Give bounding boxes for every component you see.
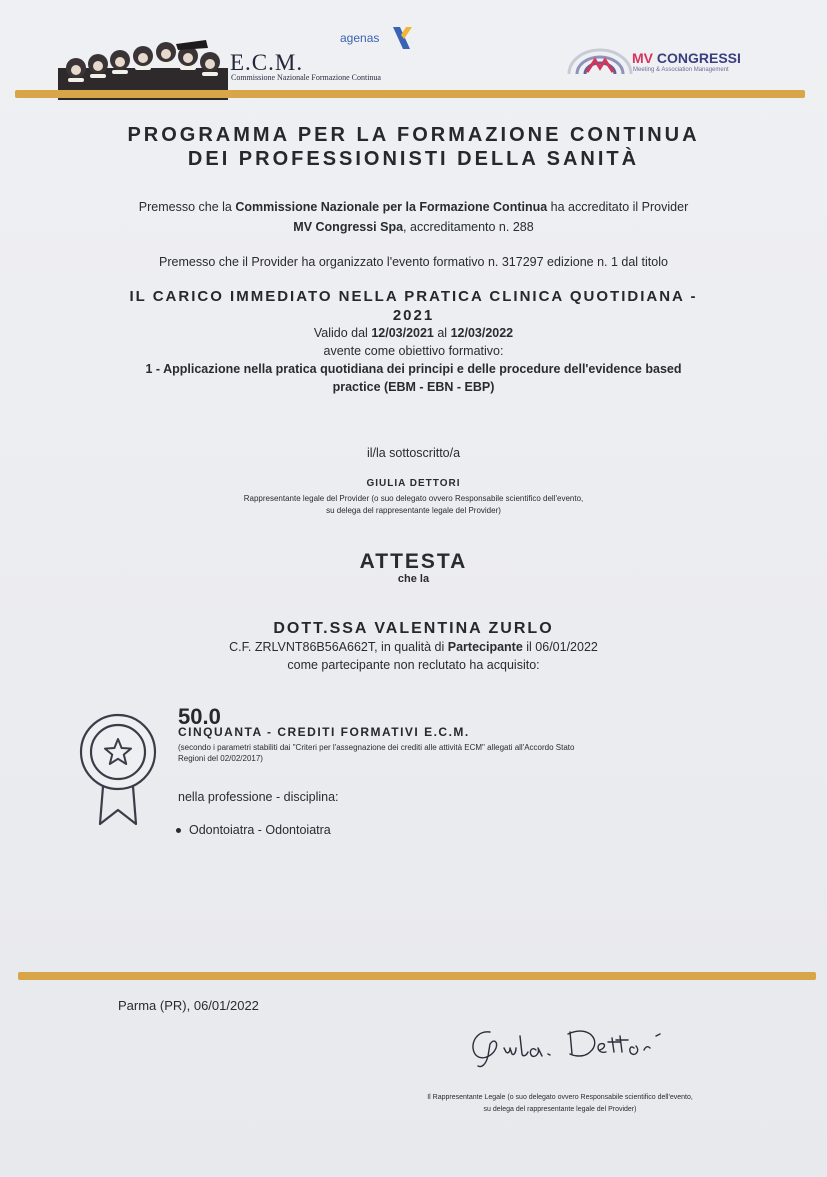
footer-note-line2: su delega del rappresentante legale del Provider) bbox=[483, 1106, 637, 1113]
agenas-logo-text: agenas bbox=[340, 31, 380, 45]
objective-line1: 1 - Applicazione nella pratica quotidiana dei principi e delle procedure dell'evidence based bbox=[145, 362, 682, 376]
objective-label: avente come obiettivo formativo: bbox=[323, 344, 504, 358]
commission-name: Commissione Nazionale per la Formazione Continua bbox=[235, 200, 548, 214]
signatory-role-line1: Rappresentante legale del Provider (o suo delegato ovvero Responsabile scientifico dell'evento, bbox=[243, 494, 584, 503]
top-divider bbox=[15, 90, 805, 98]
credits-number: 50.0 bbox=[178, 704, 221, 729]
mv-title-mv: MV bbox=[632, 50, 653, 66]
credits-note-line1: (secondo i parametri stabiliti dai "Criteri per l'assegnazione dei crediti alle attività ECM" allegati all'Accordo Stato bbox=[178, 743, 575, 752]
mv-congressi-title bbox=[632, 50, 741, 66]
ecm-title: E.C.M. bbox=[230, 50, 304, 75]
credits-note bbox=[178, 742, 738, 764]
participant-role: Partecipante bbox=[447, 640, 523, 654]
ecm-subtitle: Commissione Nazionale Formazione Continua bbox=[231, 73, 381, 82]
premise-event: Premesso che il Provider ha organizzato l'evento formativo n. 317297 edizione n. 1 dal titolo bbox=[159, 255, 668, 269]
mv-congressi-arena-icon bbox=[565, 42, 635, 76]
mv-congressi-subtitle: Meeting & Association Management bbox=[633, 67, 729, 73]
validity-text: al bbox=[433, 326, 451, 340]
participant-acquired: come partecipante non reclutato ha acquisito: bbox=[287, 658, 540, 672]
mv-title-congressi: CONGRESSI bbox=[653, 50, 741, 66]
valid-from-date: 12/03/2021 bbox=[371, 326, 434, 340]
profession-item bbox=[176, 823, 331, 837]
participant-name: DOTT.SSA VALENTINA ZURLO bbox=[273, 620, 554, 637]
program-title-line1: PROGRAMMA PER LA FORMAZIONE CONTINUA bbox=[127, 124, 700, 146]
profession-label: nella professione - disciplina: bbox=[178, 790, 339, 804]
provider-name: MV Congressi Spa bbox=[293, 220, 404, 234]
validity-text: Valido dal bbox=[313, 326, 372, 340]
event-title-line1: IL CARICO IMMEDIATO NELLA PRATICA CLINICA QUOTIDIANA - bbox=[129, 288, 698, 305]
bullet-icon bbox=[176, 828, 181, 833]
attesta-sub: che la bbox=[397, 573, 430, 585]
premise-commission bbox=[0, 200, 827, 214]
bottom-divider bbox=[18, 972, 816, 980]
signatory-name: GIULIA DETTORI bbox=[366, 478, 461, 489]
credits-text: CINQUANTA - CREDITI FORMATIVI E.C.M. bbox=[178, 725, 470, 739]
profession-value: Odontoiatra - Odontoiatra bbox=[189, 823, 331, 837]
attesta-title: ATTESTA bbox=[359, 550, 468, 573]
footer-note-line1: Il Rappresentante Legale (o suo delegato ovvero Responsabile scientifico dell'evento, bbox=[427, 1094, 693, 1101]
footer-note bbox=[380, 1092, 740, 1116]
fiscal-code: C.F. ZRLVNT86B56A662T, in qualità di bbox=[229, 640, 448, 654]
place-and-date: Parma (PR), 06/01/2022 bbox=[118, 998, 259, 1013]
award-medal-icon bbox=[78, 712, 158, 830]
signatory-intro: il/la sottoscritto/a bbox=[366, 446, 461, 460]
event-title-line2: 2021 bbox=[392, 307, 435, 324]
premise-text: Premesso che la bbox=[138, 200, 236, 214]
accreditation-number: , accreditamento n. 288 bbox=[403, 220, 534, 234]
agenas-logo-icon bbox=[390, 25, 414, 51]
objective-line2: practice (EBM - EBN - EBP) bbox=[332, 380, 495, 394]
premise-text: ha accreditato il Provider bbox=[547, 200, 689, 214]
handwritten-signature bbox=[460, 1012, 670, 1072]
signatory-role-line2: su delega del rappresentante legale del Provider) bbox=[326, 506, 501, 515]
credits-note-line2: Regioni del 02/02/2017) bbox=[178, 754, 263, 763]
valid-to-date: 12/03/2022 bbox=[450, 326, 514, 340]
participation-date: il 06/01/2022 bbox=[522, 640, 598, 654]
premise-provider bbox=[0, 220, 827, 234]
event-validity bbox=[0, 326, 827, 340]
program-title-line2: DEI PROFESSIONISTI DELLA SANITÀ bbox=[187, 148, 640, 170]
participant-cf bbox=[0, 640, 827, 654]
